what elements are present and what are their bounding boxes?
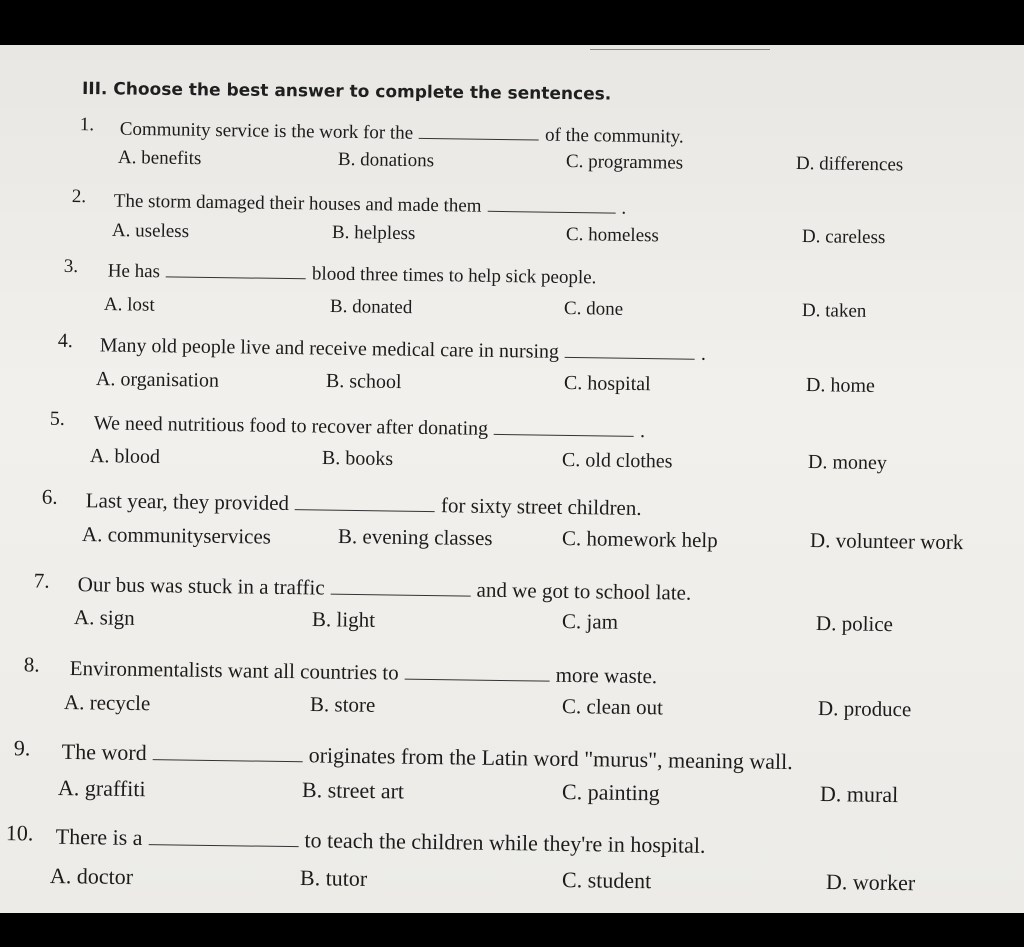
- option-d[interactable]: D. taken: [801, 300, 867, 322]
- stem-text-before: Our bus was stuck in a traffic: [77, 572, 325, 600]
- stem-text-before: The word: [61, 738, 147, 766]
- option-c[interactable]: C. painting: [561, 779, 660, 806]
- question-stem: [114, 187, 627, 220]
- stem-text-after: .: [621, 197, 627, 219]
- option-d[interactable]: D. money: [807, 451, 888, 475]
- stem-text-before: The storm damaged their houses and made them: [113, 190, 482, 217]
- question-number: 8.: [23, 652, 40, 677]
- option-b[interactable]: B. street art: [301, 777, 405, 804]
- stem-text-after: for sixty street children.: [440, 493, 642, 520]
- question-stem: [86, 485, 642, 521]
- stem-text-before: Many old people live and receive medical care in nursing: [99, 334, 560, 363]
- stem-text-after: to teach the children while they're in hospital.: [304, 827, 706, 858]
- question-number: 1.: [79, 114, 95, 136]
- answer-blank[interactable]: [419, 119, 539, 141]
- option-d[interactable]: D. volunteer work: [809, 528, 964, 555]
- question-stem: [100, 330, 707, 365]
- stem-text-after: blood three times to help sick people.: [311, 263, 597, 289]
- stem-text-after: of the community.: [544, 124, 684, 148]
- worksheet-page: [0, 45, 1024, 913]
- stem-text-before: Environmentalists want all countries to: [69, 655, 399, 685]
- top-divider-line: [590, 49, 770, 50]
- option-a[interactable]: A. communityservices: [81, 522, 272, 549]
- option-d[interactable]: D. home: [805, 374, 876, 397]
- option-a[interactable]: A. graffiti: [57, 775, 146, 802]
- question-number: 3.: [63, 255, 79, 278]
- option-b[interactable]: B. light: [311, 607, 376, 632]
- answer-blank[interactable]: [295, 488, 435, 512]
- question-number: 10.: [5, 820, 34, 846]
- option-b[interactable]: B. store: [309, 692, 376, 717]
- option-d[interactable]: D. police: [815, 611, 894, 637]
- question-stem: [70, 653, 658, 689]
- option-b[interactable]: B. books: [321, 447, 394, 470]
- stem-text-after: more waste.: [555, 662, 658, 689]
- option-c[interactable]: C. hospital: [563, 372, 651, 396]
- option-d[interactable]: D. mural: [819, 781, 899, 808]
- question-number: 5.: [49, 407, 65, 430]
- answer-blank[interactable]: [148, 822, 298, 847]
- option-a[interactable]: A. recycle: [63, 690, 151, 716]
- stem-text-before: There is a: [55, 823, 143, 850]
- option-b[interactable]: B. helpless: [331, 222, 416, 245]
- question-stem: [120, 115, 684, 149]
- question-number: 9.: [13, 735, 31, 761]
- question-number: 2.: [71, 186, 87, 208]
- stem-text-after: .: [700, 342, 707, 365]
- answer-blank[interactable]: [487, 192, 615, 214]
- answer-blank[interactable]: [166, 257, 306, 279]
- option-a[interactable]: A. lost: [103, 294, 155, 316]
- answer-blank[interactable]: [153, 737, 303, 762]
- question-number: 7.: [33, 568, 50, 593]
- option-a[interactable]: A. benefits: [117, 147, 202, 170]
- answer-blank[interactable]: [494, 414, 634, 437]
- question-stem: [94, 408, 646, 443]
- answer-blank[interactable]: [565, 337, 695, 360]
- question-number: 6.: [41, 484, 58, 509]
- stem-text-before: Community service is the work for the: [119, 118, 414, 144]
- option-c[interactable]: C. homeless: [565, 224, 660, 247]
- question-stem: [62, 736, 793, 775]
- option-a[interactable]: A. sign: [73, 605, 135, 630]
- option-c[interactable]: C. done: [563, 298, 624, 320]
- stem-text-after: and we got to school late.: [476, 577, 692, 605]
- stem-text-before: We need nutritious food to recover after donating: [93, 412, 489, 440]
- option-c[interactable]: C. old clothes: [561, 449, 673, 473]
- option-c[interactable]: C. clean out: [561, 694, 664, 720]
- option-d[interactable]: D. differences: [795, 153, 904, 176]
- option-c[interactable]: C. student: [561, 867, 652, 894]
- question-number: 4.: [57, 329, 73, 353]
- stem-text-before: Last year, they provided: [85, 488, 290, 516]
- option-b[interactable]: B. tutor: [299, 865, 368, 891]
- option-b[interactable]: B. donated: [329, 296, 413, 319]
- option-d[interactable]: D. careless: [801, 226, 886, 249]
- answer-blank[interactable]: [405, 658, 550, 682]
- option-a[interactable]: A. doctor: [49, 863, 134, 890]
- option-d[interactable]: D. produce: [817, 696, 912, 722]
- option-c[interactable]: C. homework help: [561, 526, 718, 553]
- option-b[interactable]: B. evening classes: [337, 524, 493, 551]
- answer-blank[interactable]: [331, 573, 471, 597]
- option-b[interactable]: B. school: [325, 370, 402, 394]
- option-c[interactable]: C. programmes: [565, 151, 684, 174]
- stem-text-after: .: [639, 419, 646, 443]
- question-stem: [78, 569, 692, 606]
- option-b[interactable]: B. donations: [337, 149, 435, 172]
- option-a[interactable]: A. useless: [111, 220, 190, 243]
- option-c[interactable]: C. jam: [561, 609, 619, 634]
- question-stem: [108, 257, 597, 290]
- option-d[interactable]: D. worker: [825, 869, 916, 896]
- stem-text-before: He has: [107, 260, 161, 283]
- option-a[interactable]: A. organisation: [95, 368, 220, 392]
- option-a[interactable]: A. blood: [89, 445, 161, 468]
- stem-text-after: originates from the Latin word "murus", meaning wall.: [308, 742, 793, 775]
- section-title: III. Choose the best answer to complete the sentences.: [81, 79, 612, 105]
- question-stem: [56, 821, 706, 859]
